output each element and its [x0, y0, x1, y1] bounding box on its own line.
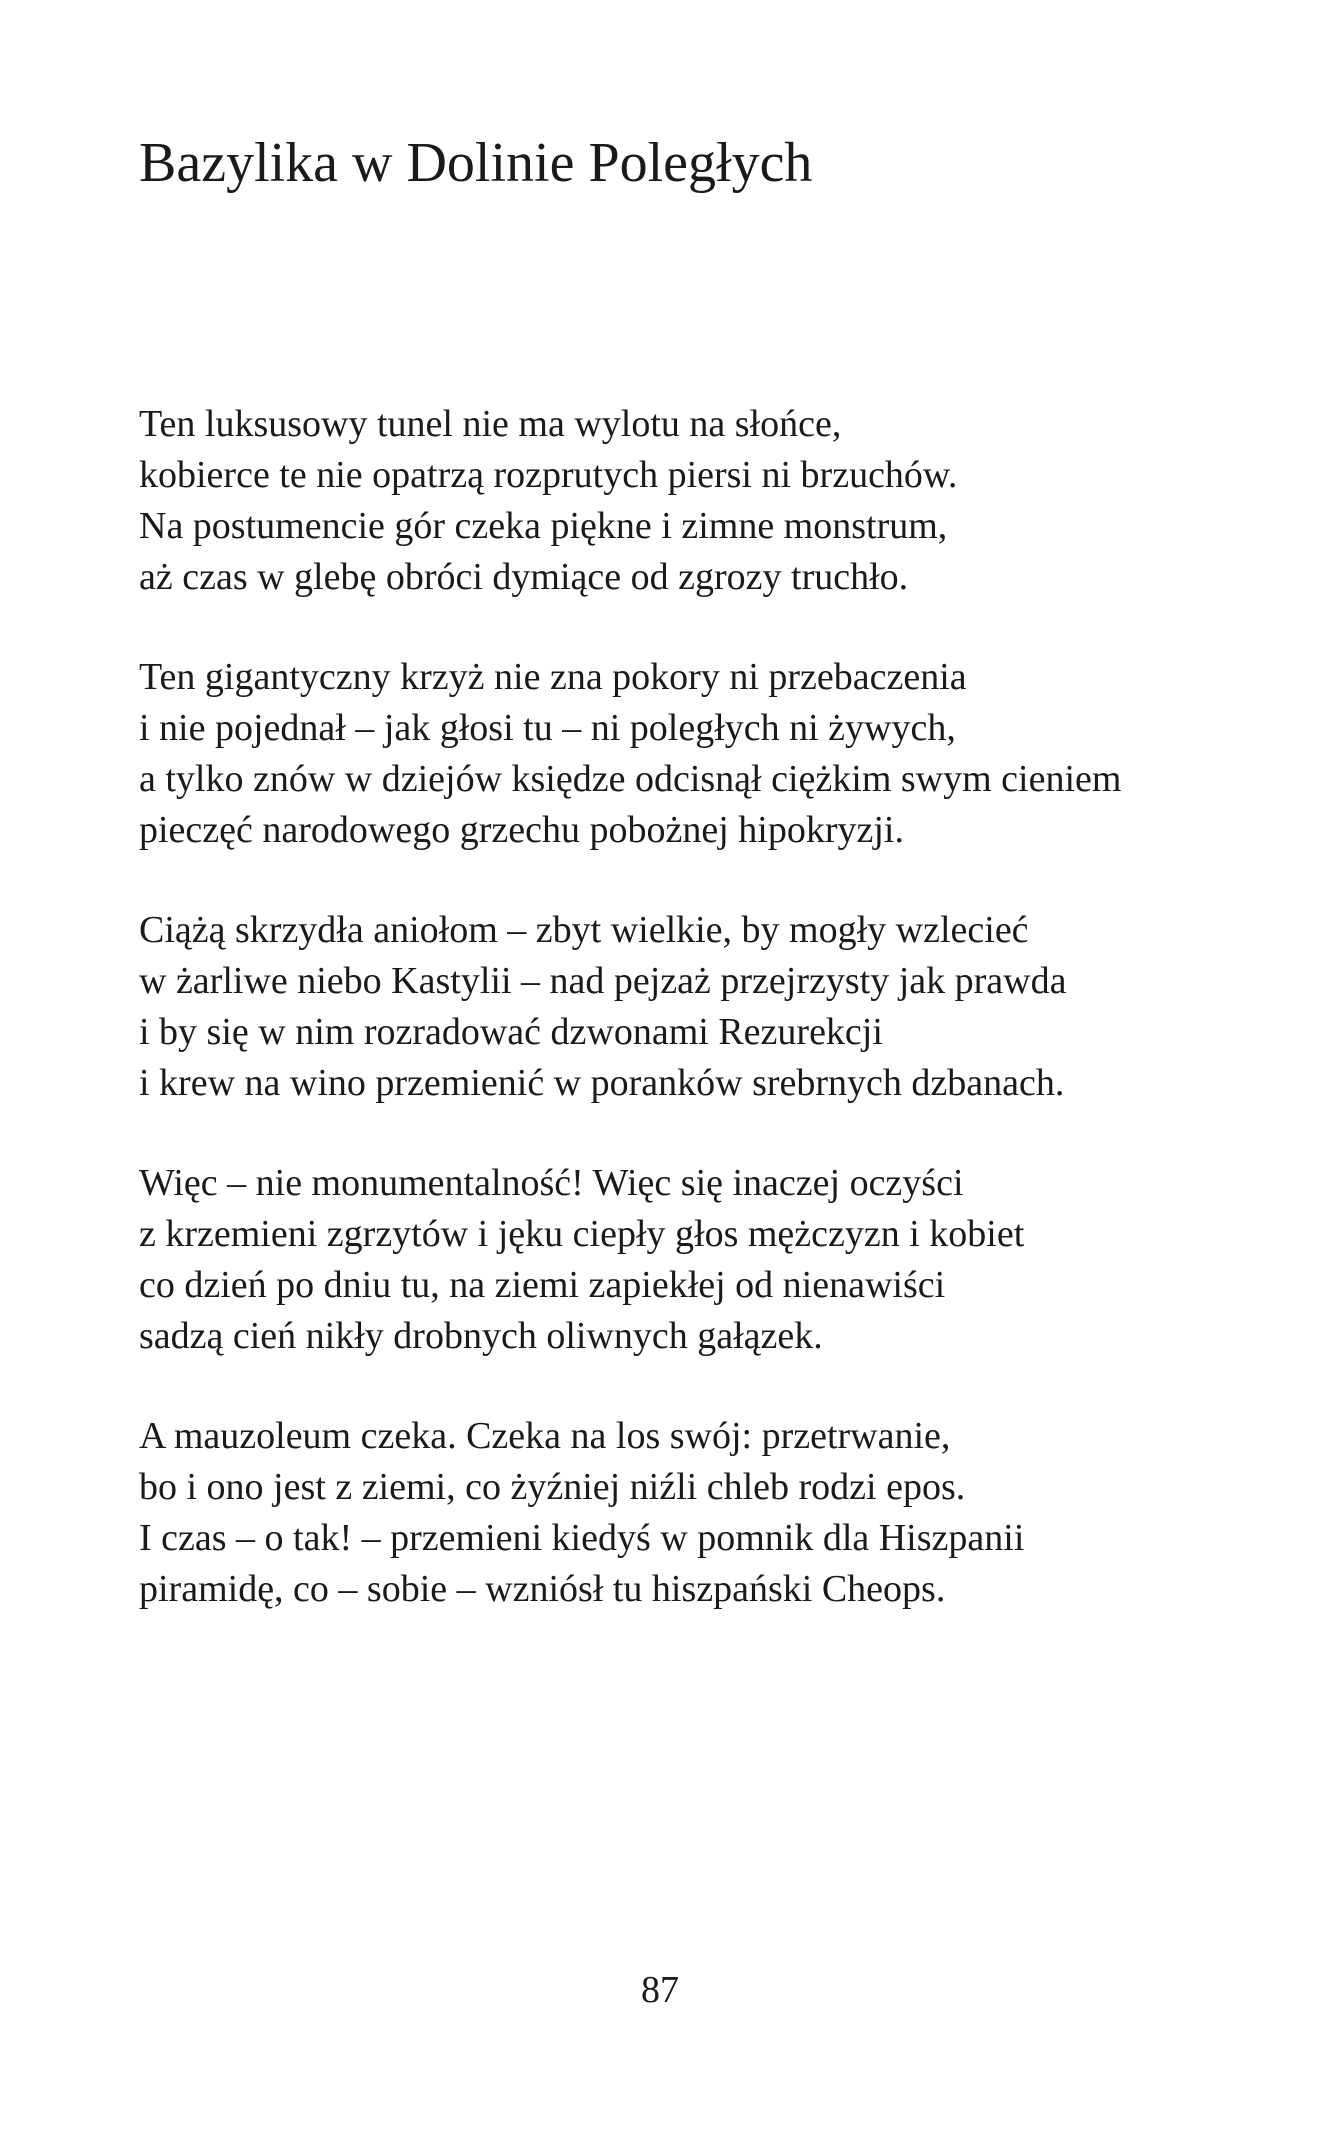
page-number: 87: [641, 1969, 679, 2011]
stanza-1: [139, 399, 1269, 603]
poem-line: Więc – nie monumentalność! Więc się inaczej oczyści: [139, 1162, 964, 1204]
poem-line: sadzą cień nikły drobnych oliwnych gałązek.: [139, 1315, 823, 1357]
poem-line: Na postumencie gór czeka piękne i zimne monstrum,: [139, 505, 948, 547]
stanza-3: [139, 905, 1269, 1109]
poem-line: Ciążą skrzydła aniołom – zbyt wielkie, by mogły wzlecieć: [139, 909, 1029, 951]
poem-line: a tylko znów w dziejów księdze odcisnął ciężkim swym cieniem: [139, 758, 1122, 800]
stanza-5: [139, 1411, 1269, 1615]
poem-line: pieczęć narodowego grzechu pobożnej hipokryzji.: [139, 809, 904, 851]
poem-line: piramidę, co – sobie – wzniósł tu hiszpański Cheops.: [139, 1568, 946, 1610]
poem-line: aż czas w glebę obróci dymiące od zgrozy truchło.: [139, 556, 909, 598]
poem-line: i by się w nim rozradować dzwonami Rezurekcji: [139, 1011, 883, 1053]
poem-line: I czas – o tak! – przemieni kiedyś w pomnik dla Hiszpanii: [139, 1517, 1025, 1559]
poem-line: i nie pojednał – jak głosi tu – ni poległych ni żywych,: [139, 707, 956, 749]
poem-line: i krew na wino przemienić w poranków srebrnych dzbanach.: [139, 1062, 1065, 1104]
stanza-2: [139, 652, 1269, 856]
stanza-4: [139, 1158, 1269, 1362]
poem-line: w żarliwe niebo Kastylii – nad pejzaż przejrzysty jak prawda: [139, 960, 1067, 1002]
poem-line: A mauzoleum czeka. Czeka na los swój: przetrwanie,: [139, 1415, 951, 1457]
poem-body: [139, 399, 1269, 1664]
poem-line: bo i ono jest z ziemi, co żyźniej niźli chleb rodzi epos.: [139, 1466, 966, 1508]
poem-title: Bazylika w Dolinie Poległych: [139, 132, 813, 194]
poem-line: z krzemieni zgrzytów i jęku ciepły głos mężczyzn i kobiet: [139, 1213, 1025, 1255]
poem-line: Ten luksusowy tunel nie ma wylotu na słońce,: [139, 403, 842, 445]
poem-line: kobierce te nie opatrzą rozprutych piersi ni brzuchów.: [139, 454, 958, 496]
poem-line: co dzień po dniu tu, na ziemi zapiekłej od nienawiści: [139, 1264, 946, 1306]
poem-line: Ten gigantyczny krzyż nie zna pokory ni przebaczenia: [139, 656, 967, 698]
